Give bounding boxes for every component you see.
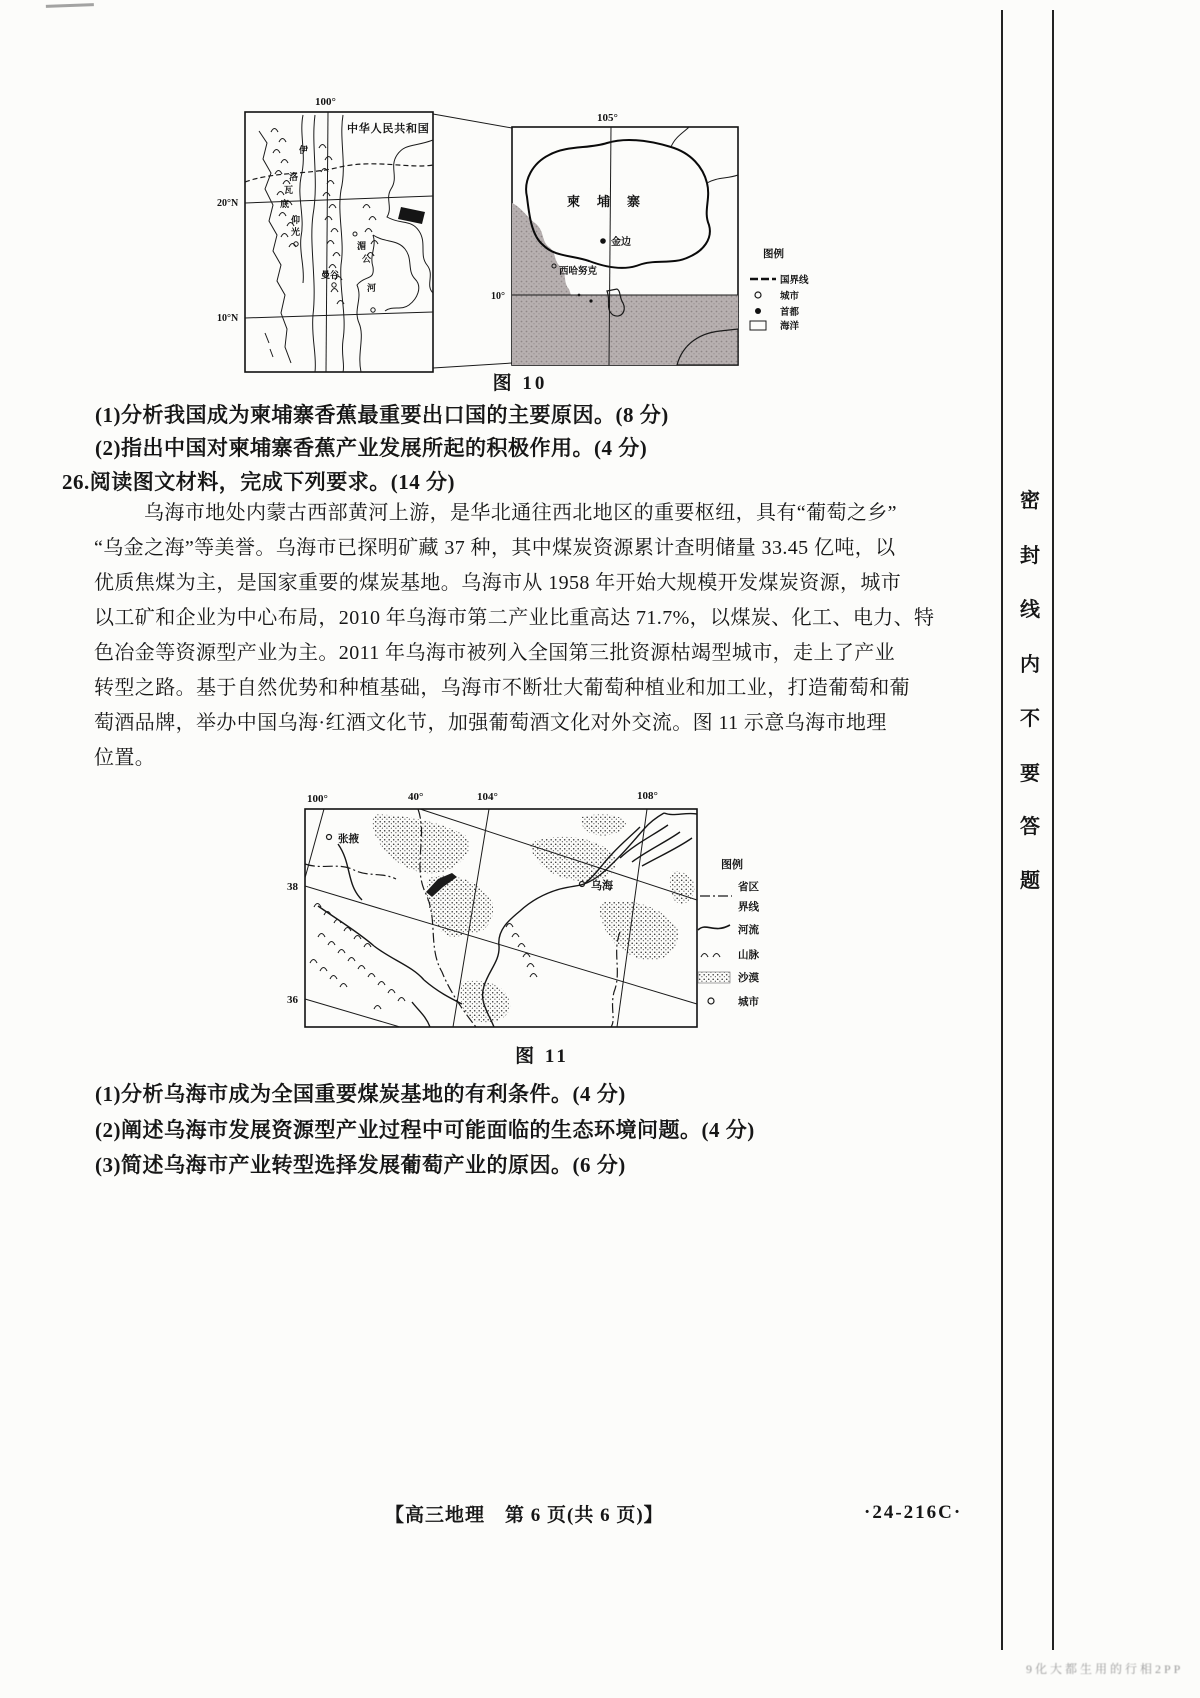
lat-label-38: 38 [287,881,298,893]
seal-text-char: 题 [1020,870,1040,892]
city-label-sihanoukville: 西哈努克 [559,267,598,277]
svg-text:洛: 洛 [289,172,299,182]
svg-text:公: 公 [362,254,372,264]
q26-part3: (3)简述乌海市产业转型选择发展葡萄产业的原因。(6 分) [95,1153,626,1177]
passage-line: “乌金之海”等美誉。乌海市已探明矿藏 37 种，其中煤炭资源累计查明储量 33.45 亿吨，以 [94,537,896,559]
lat-label-10n: 10°N [217,313,239,324]
figure10-map [215,85,815,377]
river-label-irrawaddy: 伊 [299,145,309,155]
parallel-20n [245,196,433,203]
city-marker-zhangye [327,835,332,840]
lon-label-100: 100° [307,793,328,805]
national-boundary-line [245,164,433,182]
q26-part2: (2)阐述乌海市发展资源型产业过程中可能面临的生态环境问题。(4 分) [95,1118,755,1142]
fig10-legend [750,247,809,332]
print-through-fragment: 9化大都生用的行相2PP [1026,1662,1184,1676]
q26-part1: (1)分析乌海市成为全国重要煤炭基地的有利条件。(4 分) [95,1082,626,1106]
meridian-100 [305,809,324,878]
lon-label-104: 104° [477,791,498,803]
zoom-connector-top [433,114,512,128]
lon-label-100: 100° [315,96,336,108]
cambodia-outline [526,140,710,268]
seal-text-char: 密 [1020,490,1040,512]
lon-label-105: 105° [597,112,618,124]
city-label-bangkok: 曼谷 [321,270,340,280]
fig10-right-panel [491,112,738,365]
scan-artifact [46,3,94,16]
legend-mountain-label: 山脉 [738,950,759,961]
capital-label-phnom-penh: 金边 [611,237,631,248]
seal-text-char: 线 [1020,599,1040,621]
passage-line: 萄酒品牌，举办中国乌海·红酒文化节，加强葡萄酒文化对外交流。图 11 示意乌海市地理 [94,712,887,734]
svg-text:光: 光 [291,227,301,237]
city-symbol [755,292,761,298]
legend-river-label: 河流 [738,925,759,936]
passage-line: 以工矿和企业为中心布局，2010 年乌海市第二产业比重高达 71.7%，以煤炭、化工、电力、特 [94,607,935,629]
svg-text:埔: 埔 [597,194,611,209]
lat-label-10: 10° [491,291,505,302]
q25-part2: (2)指出中国对柬埔寨香蕉产业发展所起的积极作用。(4 分) [95,436,648,460]
legend-ocean-label: 海洋 [780,322,800,332]
q26-passage [94,496,935,776]
city-label-yangon: 仰 [291,215,301,225]
passage-line: 优质焦煤为主，是国家重要的煤炭基地。乌海市从 1958 年开始大规模开发煤炭资源，城市 [94,572,902,594]
legend-title: 图例 [763,249,784,260]
seal-text-char: 不 [1020,708,1040,730]
seal-text-char: 内 [1020,654,1040,676]
city-marker [353,232,357,236]
capital-marker [600,238,606,244]
seal-text-char: 要 [1020,763,1040,785]
river-symbol [698,925,730,930]
passage-line: 色冶金等资源型产业为主。2011 年乌海市被列入全国第三批资源枯竭型城市，走上了产业 [94,642,896,664]
city-label-zhangye: 张掖 [338,834,359,845]
seal-text-char: 封 [1020,545,1040,567]
passage-line: 位置。 [94,747,156,769]
river-label-mekong: 湄 [357,241,367,251]
passage-line: 乌海市地处内蒙古西部黄河上游，是华北通往西北地区的重要枢纽，具有“葡萄之乡” [144,502,897,524]
parallel-10n [245,312,433,318]
lon-label-108: 108° [637,790,658,802]
legend-desert-label: 沙漠 [738,973,759,984]
legend-city-label: 城市 [738,997,759,1008]
svg-text:寨: 寨 [627,194,641,209]
q25-part1: (1)分析我国成为柬埔寨香蕉最重要出口国的主要原因。(8 分) [95,403,669,427]
city-label-wuhai: 乌海 [591,880,613,892]
desert-symbol [698,972,730,983]
fig10-left-panel [217,96,433,372]
ocean-shading [512,203,571,295]
page-footer-subject: 【高三地理 第 6 页(共 6 页)】 [385,1505,664,1526]
figure11-map [280,780,800,1042]
svg-text:底: 底 [280,199,290,209]
passage-line: 转型之路。基于自然优势和种植基础，乌海市不断壮大葡萄种植业和加工业，打造葡萄和葡 [94,677,910,699]
legend-city-label: 城市 [780,292,800,302]
parallel-36 [305,999,400,1027]
country-label-china: 中华人民共和国 [347,123,430,135]
legend-capital-label: 首都 [780,308,800,318]
lat-label-36: 36 [287,994,298,1006]
legend-province-label-1: 省区 [738,882,759,893]
country-label-cambodia: 柬 [567,194,581,209]
lat-label-20n: 20°N [217,198,239,209]
legend-title: 图例 [721,859,743,871]
city-marker [332,283,336,287]
city-marker [371,308,375,312]
page-footer-code: ·24-216C· [864,1502,963,1523]
svg-text:瓦: 瓦 [284,185,294,195]
capital-symbol [755,308,761,314]
seal-line-outer [1052,10,1054,1650]
seal-line-inner [1001,10,1003,1650]
legend-province-label-2: 界线 [738,902,759,913]
svg-text:河: 河 [367,283,377,293]
ocean-shading [512,295,738,365]
ocean-symbol [750,321,766,330]
figure10-caption: 图 10 [492,373,548,394]
mountain-hachures [310,873,537,1009]
lat-label-40: 40° [408,791,424,803]
q26-heading: 26.阅读图文材料，完成下列要求。(14 分) [62,470,455,494]
city-symbol [708,998,714,1004]
legend-boundary-label: 国界线 [780,276,809,286]
figure11-caption: 图 11 [515,1046,569,1067]
seal-text-char: 答 [1020,816,1040,838]
fig11-legend [698,857,759,1008]
